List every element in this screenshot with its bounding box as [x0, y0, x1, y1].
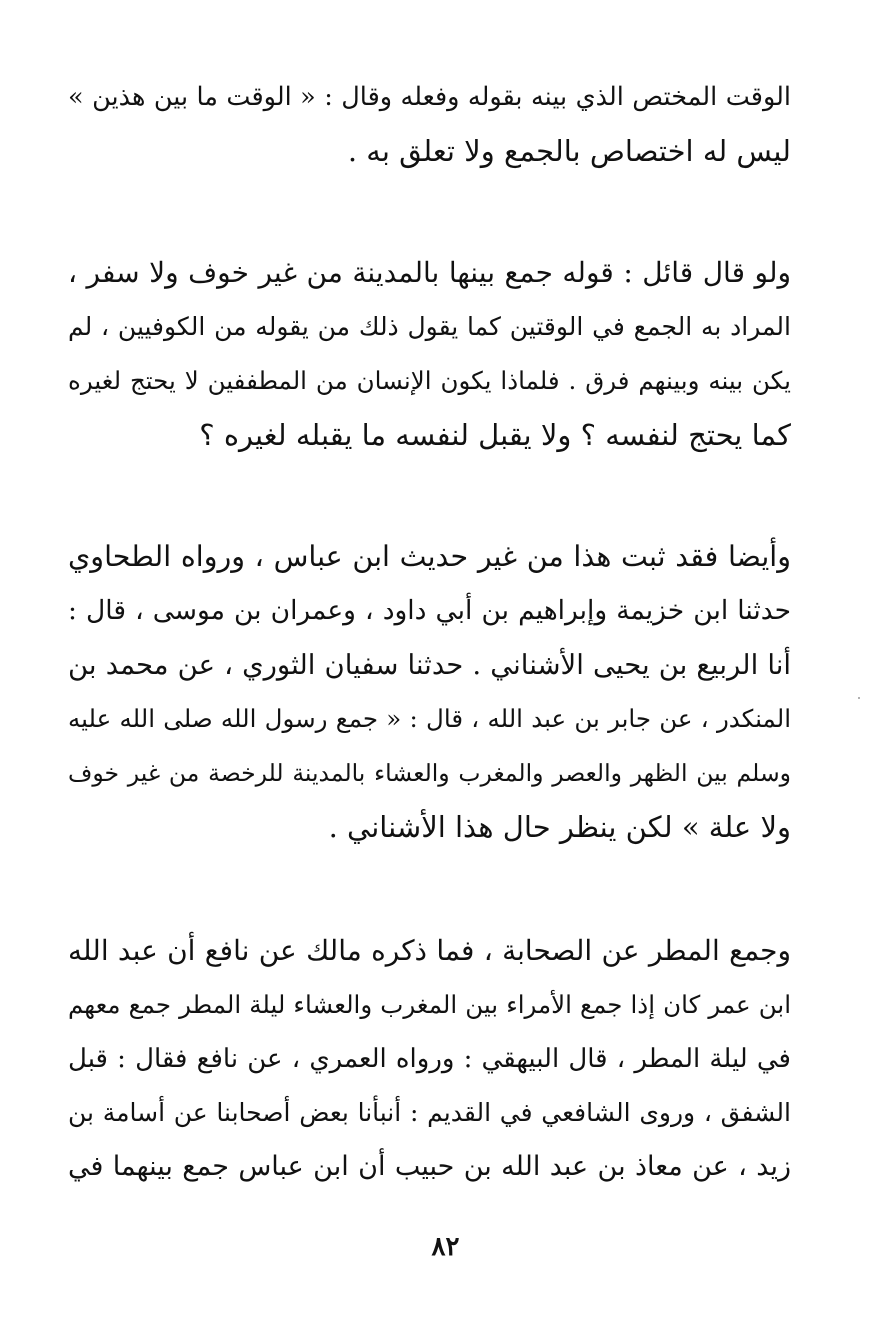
text-line: وأيضا فقد ثبت هذا من غير حديث ابن عباس ، ورواه الطحاوي: [68, 540, 791, 573]
text-line: ابن عمر كان إذا جمع الأمراء بين المغرب والعشاء ليلة المطر جمع معهم: [68, 990, 791, 1019]
text-line: أنا الربيع بن يحيى الأشناني . حدثنا سفيان الثوري ، عن محمد بن: [68, 649, 791, 681]
text-line: حدثنا ابن خزيمة وإبراهيم بن أبي داود ، وعمران بن موسى ، قال :: [68, 595, 791, 626]
scan-speck: [858, 697, 860, 699]
text-line: ليس له اختصاص بالجمع ولا تعلق به .: [347, 134, 791, 168]
text-line: الوقت المختص الذي بينه بقوله وفعله وقال : « الوقت ما بين هذين »: [68, 82, 791, 112]
text-line: كما يحتج لنفسه ؟ ولا يقبل لنفسه ما يقبله لغيره ؟: [199, 418, 791, 452]
paragraph-2: [68, 246, 791, 462]
paragraph-1: [68, 70, 791, 178]
text-line: ولو قال قائل : قوله جمع بينها بالمدينة من غير خوف ولا سفر ،: [68, 256, 791, 289]
page-number: ٨٢: [431, 1232, 460, 1262]
text-line: المنكدر ، عن جابر بن عبد الله ، قال : « جمع رسول الله صلى الله عليه: [68, 704, 791, 733]
text-line: وجمع المطر عن الصحابة ، فما ذكره مالك عن نافع أن عبد الله: [68, 934, 791, 967]
text-line: وسلم بين الظهر والعصر والمغرب والعشاء بالمدينة للرخصة من غير خوف: [68, 759, 791, 787]
text-line: الشفق ، وروى الشافعي في القديم : أنبأنا بعض أصحابنا عن أسامة بن: [68, 1098, 791, 1127]
text-line: ولا علة » لكن ينظر حال هذا الأشناني .: [328, 810, 791, 844]
text-line: المراد به الجمع في الوقتين كما يقول ذلك من يقوله من الكوفيين ، لم: [68, 312, 791, 341]
paragraph-4: [68, 924, 791, 1194]
text-line: يكن بينه وبينهم فرق . فلماذا يكون الإنسان من المطففين لا يحتج لغيره: [68, 366, 791, 395]
text-line: زيد ، عن معاذ بن عبد الله بن حبيب أن ابن عباس جمع بينهما في: [68, 1151, 791, 1182]
text-line: في ليلة المطر ، قال البيهقي : ورواه العمري ، عن نافع فقال : قبل: [68, 1044, 791, 1074]
paragraph-3: [68, 530, 791, 854]
